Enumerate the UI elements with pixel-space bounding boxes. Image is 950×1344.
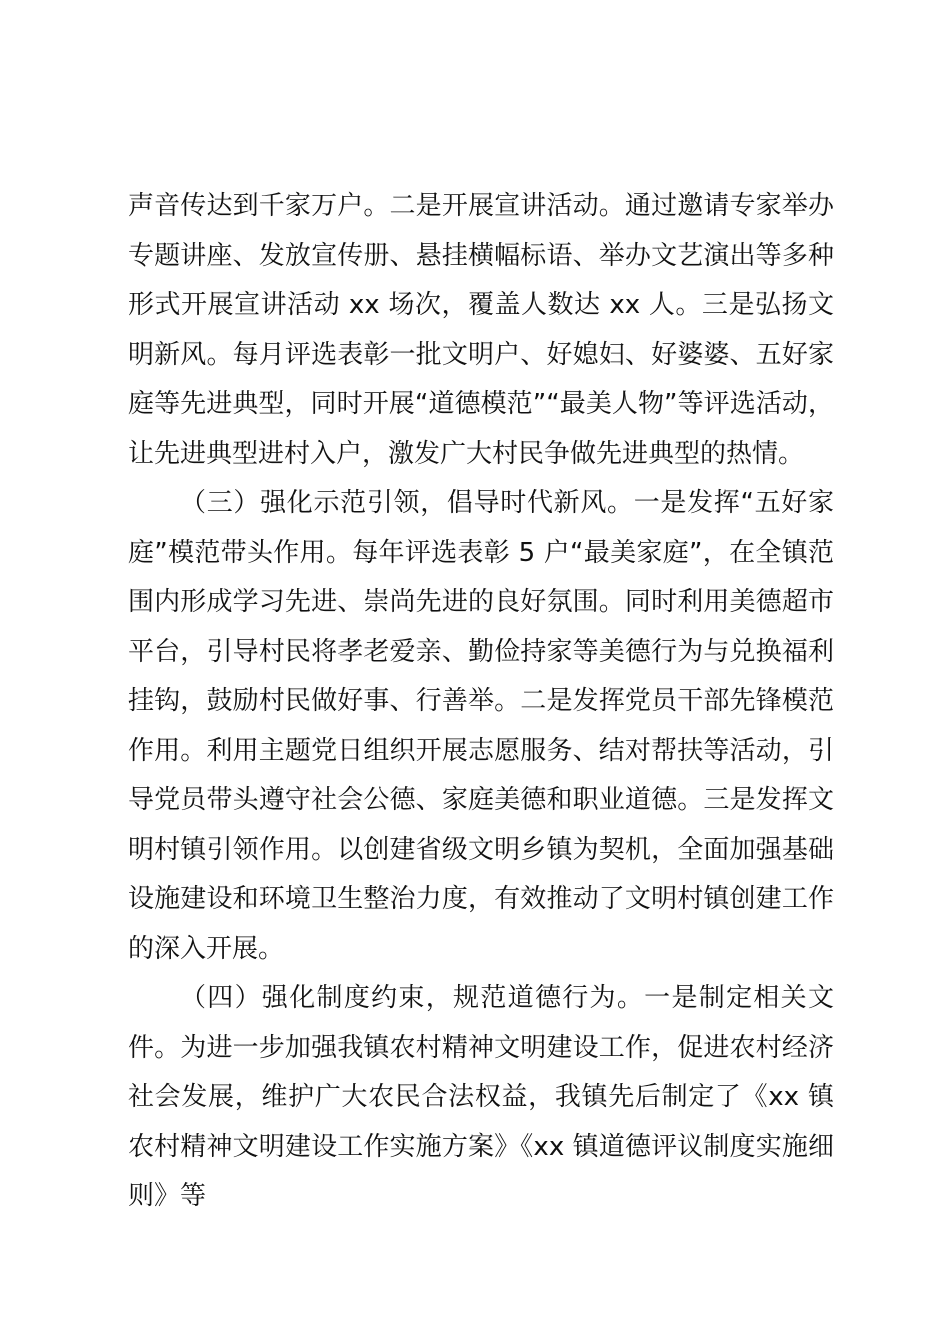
paragraph-continuation: 声音传达到千家万户。二是开展宣讲活动。通过邀请专家举办专题讲座、发放宣传册、悬挂横幅标语、举办文艺演出等多种形式开展宣讲活动 xx 场次，覆盖人数达 xx 人。三是弘扬文明新风。每月评选表彰一批文明户、好媳妇、好婆婆、五好家庭等先进典型，同时开展“道德模范”“最美人物”等评选活动，让先进典型进村入户，激发广大村民争做先进典型的热情。 [128,191,834,469]
paragraph-section-three: （三）强化示范引领，倡导时代新风。一是发挥“五好家庭”模范带头作用。每年评选表彰 5 户“最美家庭”，在全镇范围内形成学习先进、崇尚先进的良好氛围。同时利用美德超市平台，引导村民将孝老爱亲、勤俭持家等美德行为与兑换福利挂钩，鼓励村民做好事、行善举。二是发挥党员干部先锋模范作用。利用主题党日组织开展志愿服务、结对帮扶等活动，引导党员带头遵守社会公德、家庭美德和职业道德。三是发挥文明村镇引领作用。以创建省级文明乡镇为契机，全面加强基础设施建设和环境卫生整治力度，有效推动了文明村镇创建工作的深入开展。 [128,488,834,964]
body-text [128,182,834,1222]
paragraph-section-four: （四）强化制度约束，规范道德行为。一是制定相关文件。为进一步加强我镇农村精神文明建设工作，促进农村经济社会发展，维护广大农民合法权益，我镇先后制定了《xx 镇农村精神文明建设工作实施方案》《xx 镇道德评议制度实施细则》等 [128,983,834,1211]
